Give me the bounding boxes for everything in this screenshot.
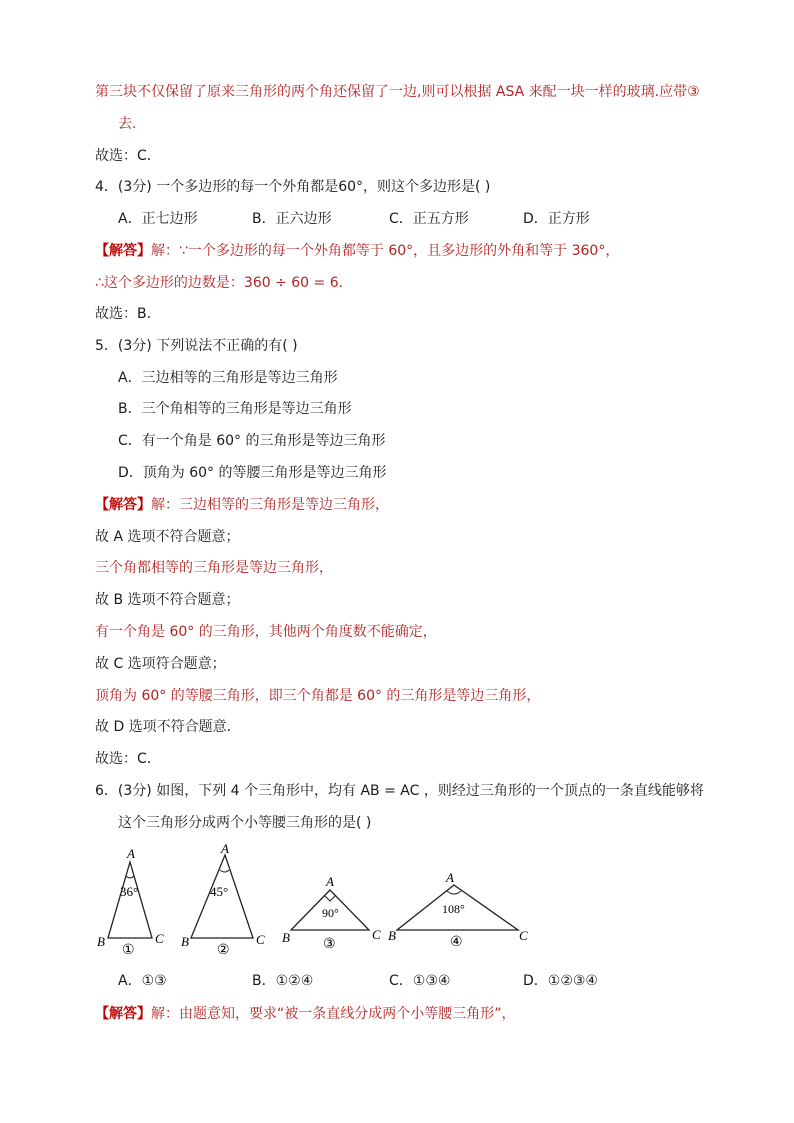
q4-stem: 4．(3分) 一个多边形的每一个外角都是60°，则这个多边形是( )	[95, 179, 491, 195]
q5-answer-line-6: 故 C 选项符合题意；	[95, 656, 226, 672]
q6-triangles-figure	[90, 840, 540, 955]
t4-angle: 108°	[442, 902, 465, 916]
answer-tag: 【解答】	[95, 497, 151, 513]
q5-stem: 5．(3分) 下列说法不正确的有( )	[95, 338, 298, 354]
t4-vertex-c: C	[519, 928, 528, 943]
q5-option-b: B．三个角相等的三角形是等边三角形	[118, 401, 352, 417]
q6-option-d: D．①②③④	[523, 973, 598, 989]
t4-number: ④	[450, 935, 463, 950]
t3-angle: 90°	[322, 906, 339, 920]
q5-answer-line-3: 三个角都相等的三角形是等边三角形，	[95, 560, 333, 576]
triangle-1	[97, 846, 164, 955]
t4-vertex-a: A	[446, 870, 454, 885]
q5-option-d: D．顶角为 60° 的等腰三角形是等边三角形	[118, 465, 387, 481]
triangle-4	[388, 870, 528, 950]
q6-stem-line-2: 这个三角形分成两个小等腰三角形的是( )	[118, 815, 372, 831]
q4-option-c: C．正五方形	[389, 211, 469, 227]
t1-vertex-c: C	[155, 931, 164, 946]
previous-answer-line-1: 第三块不仅保留了原来三角形的两个角还保留了一边,则可以根据 ASA 来配一块一样的玻璃.应带③	[95, 84, 700, 100]
q5-answer-line-1	[95, 495, 389, 515]
t3-number: ③	[323, 937, 336, 952]
q5-answer-line-4: 故 B 选项不符合题意；	[95, 592, 240, 608]
q6-answer-text: 解：由题意知，要求“被一条直线分成两个小等腰三角形”，	[151, 1006, 516, 1022]
q4-answer-choice: 故选：B．	[95, 306, 161, 322]
q5-answer-text: 解：三边相等的三角形是等边三角形，	[151, 497, 389, 513]
t2-angle: 45°	[210, 884, 229, 899]
answer-tag: 【解答】	[95, 1006, 151, 1022]
previous-answer-choice: 故选：C．	[95, 148, 161, 164]
q6-stem-line-1: 6．(3分) 如图，下列 4 个三角形中，均有 AB = AC ，则经过三角形的一个顶点的一条直线能够将	[95, 783, 704, 799]
q6-option-b: B．①②④	[252, 973, 314, 989]
q6-answer-line-1	[95, 1004, 516, 1024]
q4-option-a: A．正七边形	[118, 211, 198, 227]
q6-option-c: C．①③④	[389, 973, 451, 989]
q5-option-a: A．三边相等的三角形是等边三角形	[118, 370, 338, 386]
answer-tag: 【解答】	[95, 243, 151, 259]
t1-number: ①	[122, 943, 135, 955]
q5-option-c: C．有一个角是 60° 的三角形是等边三角形	[118, 433, 386, 449]
t3-vertex-b: B	[282, 930, 290, 945]
t1-vertex-a: A	[127, 846, 135, 861]
t2-vertex-b: B	[181, 934, 189, 949]
t1-vertex-b: B	[97, 934, 105, 949]
t3-vertex-a: A	[326, 874, 334, 889]
t1-angle: 36°	[120, 884, 139, 899]
triangle-3	[282, 874, 381, 952]
q5-answer-line-2: 故 A 选项不符合题意；	[95, 529, 240, 545]
q4-answer-line-1	[95, 241, 619, 261]
q4-answer-line-2: ∴这个多边形的边数是：360 ÷ 60 = 6．	[95, 275, 353, 291]
t2-number: ②	[217, 943, 230, 955]
t4-vertex-b: B	[388, 928, 396, 943]
t3-vertex-c: C	[372, 927, 381, 942]
q5-answer-line-5: 有一个角是 60° 的三角形，其他两个角度数不能确定，	[95, 624, 437, 640]
triangle-2	[181, 841, 265, 955]
q5-answer-line-7: 顶角为 60° 的等腰三角形，即三个角都是 60° 的三角形是等边三角形，	[95, 688, 541, 704]
t2-vertex-a: A	[221, 841, 229, 856]
q5-answer-choice: 故选：C．	[95, 751, 161, 767]
q4-option-b: B．正六边形	[252, 211, 332, 227]
t2-vertex-c: C	[256, 932, 265, 947]
q4-option-d: D．正方形	[523, 211, 590, 227]
q6-option-a: A．①③	[118, 973, 167, 989]
q4-answer-text: 解：∵一个多边形的每一个外角都等于 60°，且多边形的外角和等于 360°，	[151, 243, 620, 259]
q5-answer-line-8: 故 D 选项不符合题意．	[95, 719, 241, 735]
previous-answer-line-2: 去.	[118, 116, 137, 132]
